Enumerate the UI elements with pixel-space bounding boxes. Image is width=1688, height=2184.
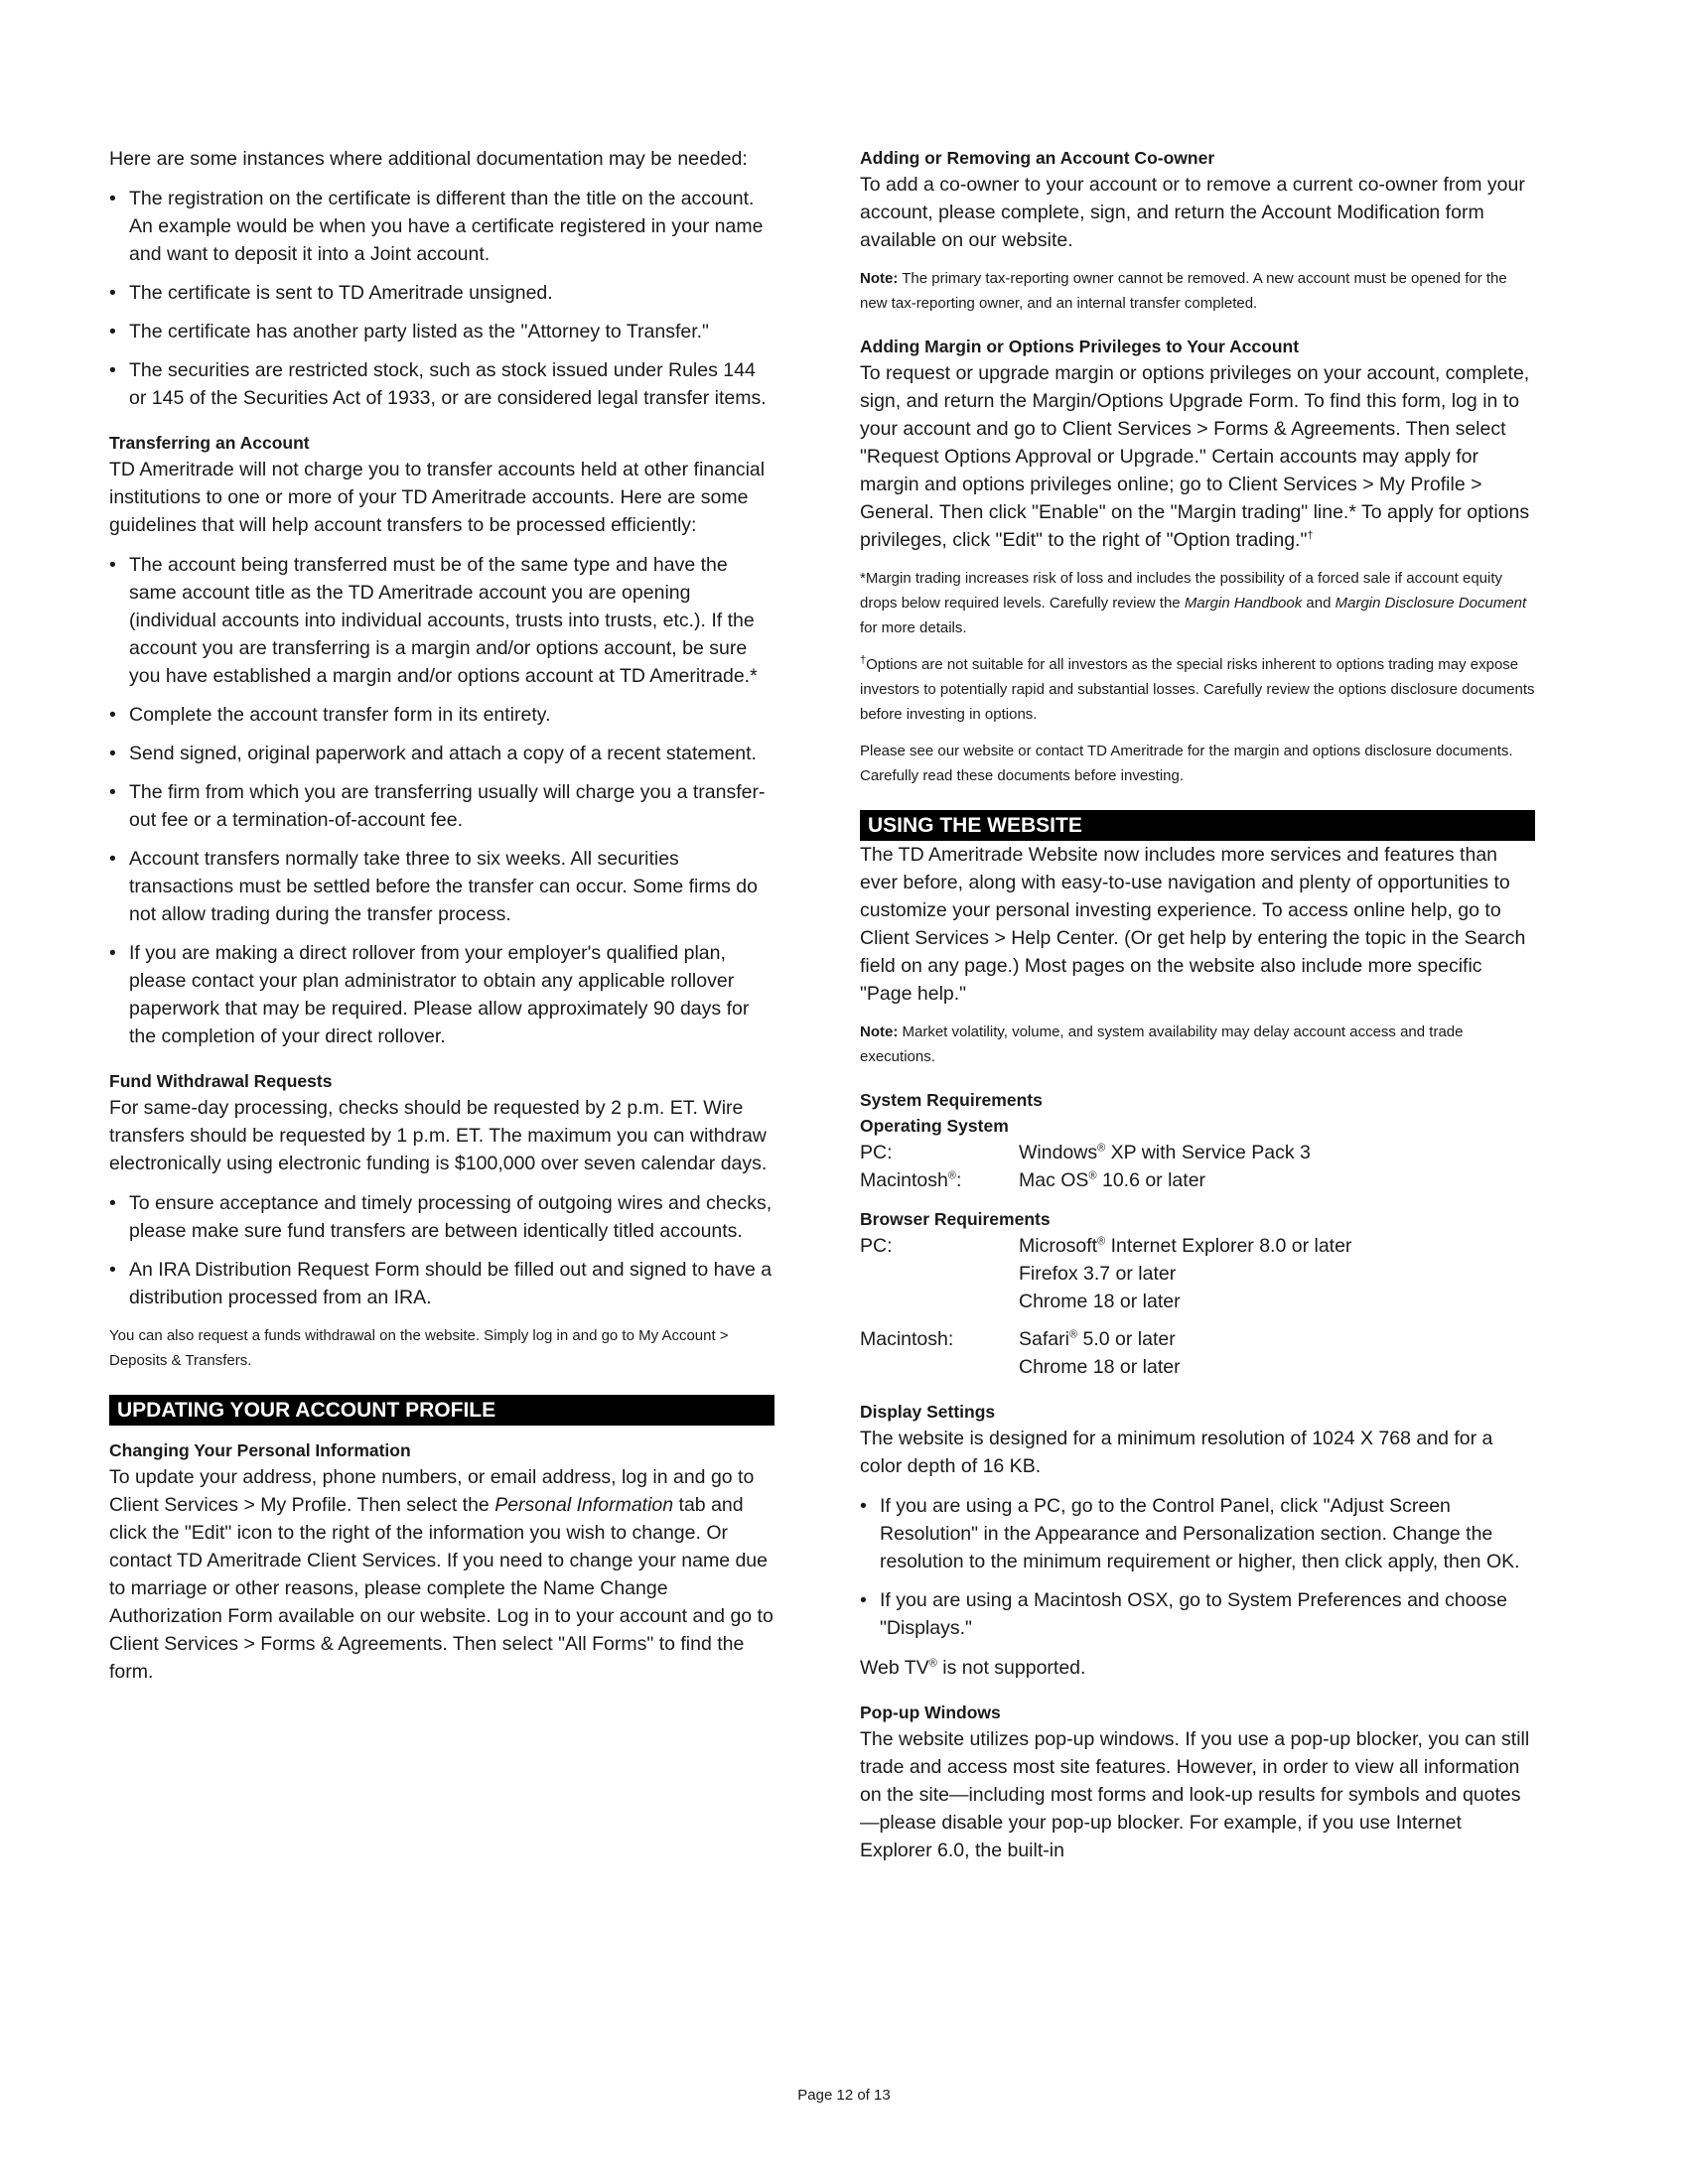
list-item: • If you are making a direct rollover from your employer's qualified plan, please contact your plan administrator to obtain any applicable rollover paperwork that may be required. Please allow approximately 90 days for the completion of your direct rollover. (109, 939, 774, 1050)
value-line (1019, 1235, 1351, 1257)
value-line: Firefox 3.7 or later (1019, 1263, 1177, 1285)
value-part: Internet Explorer 8.0 or later (1110, 1235, 1352, 1257)
website-note (860, 1020, 1535, 1069)
list-item: • Account transfers normally take three to six weeks. All securities transactions must be settled before the transfer can occur. Some firms do not allow trading during the transfer process. (109, 845, 774, 928)
list-item: • The securities are restricted stock, such as stock issued under Rules 144 or 145 of the Securities Act of 1933, or are considered legal transfer items. (109, 356, 774, 412)
webtv-part: is not supported. (942, 1657, 1086, 1679)
section-heading-system-requirements: System Requirements (860, 1090, 1043, 1110)
list-item: • If you are using a PC, go to the Control Panel, click "Adjust Screen Resolution" in the Appearance and Personalization section. Change the resolution to the minimum requirement or higher, then click apply, then OK. (860, 1492, 1535, 1575)
value-line: Chrome 18 or later (1019, 1291, 1181, 1312)
popup-body: The website utilizes pop-up windows. If you use a pop-up blocker, you can still trade and access most site features. However, in order to view all information on the site—including most forms and look-up results for symbols and quotes—please disable your pop-up blocker. For example, if you use Internet Explorer 6.0, the built-in (860, 1728, 1530, 1861)
subheading-browser-requirements: Browser Requirements (860, 1209, 1051, 1229)
note-text: The primary tax-reporting owner cannot be removed. A new account must be opened for the new tax-reporting owner, and an internal transfer completed. (860, 270, 1507, 312)
webtv-note (860, 1654, 1535, 1682)
note-label: Note: (860, 1024, 899, 1040)
value-part: Microsoft (1019, 1235, 1098, 1257)
webtv-part: Web TV (860, 1657, 929, 1679)
section-heading-margin: Adding Margin or Options Privileges to Your Account (860, 337, 1300, 356)
section-banner-profile: UPDATING YOUR ACCOUNT PROFILE (109, 1395, 774, 1426)
dagger-mark: † (1307, 529, 1314, 542)
margin-body-text: To request or upgrade margin or options privileges on your account, complete, sign, and return the Margin/Options Upgrade Form. To find this form, log in to your account and go to Client Services > Forms & Agreements. Then select "Request Options Approval or Upgrade." Certain accounts may apply for margin and options privileges online; go to Client Services > My Profile > General. Then click "Enable" on the "Margin trading" line.* To apply for options privileges, click "Edit" to the right of "Option trading." (860, 362, 1530, 551)
footnote-doc-title: Margin Handbook (1184, 595, 1303, 612)
value-part: XP with Service Pack 3 (1110, 1142, 1311, 1163)
row-value (1019, 1166, 1205, 1194)
note-label: Note: (860, 270, 899, 287)
footnote-text: and (1306, 595, 1332, 612)
list-item: • If you are using a Macintosh OSX, go to System Preferences and choose "Displays." (860, 1586, 1535, 1642)
personal-body-part: To update your address, phone numbers, or email address, log in and go to Client Services > My Profile. Then select the (109, 1466, 755, 1516)
section-heading-coowner: Adding or Removing an Account Co-owner (860, 148, 1215, 168)
right-column (860, 145, 1535, 1864)
intro-bullet-list (109, 185, 774, 412)
footnote-text: *Margin trading increases risk of loss and includes the possibility of a forced sale if account equity drops below required levels. Carefully review the (860, 570, 1502, 612)
label-part: : (955, 1169, 962, 1191)
list-item: • The firm from which you are transferring usually will charge you a transfer-out fee or a termination-of-account fee. (109, 778, 774, 834)
value-part: Mac OS (1019, 1169, 1089, 1191)
label-part: Macintosh (860, 1169, 948, 1191)
list-item: • The certificate is sent to TD Ameritrade unsigned. (109, 279, 774, 307)
section-heading-display: Display Settings (860, 1402, 996, 1422)
registered-mark: ® (928, 1657, 937, 1670)
options-footnote (860, 652, 1535, 727)
note-text: Market volatility, volume, and system availability may delay account access and trade executions. (860, 1024, 1464, 1065)
row-value (1019, 1325, 1181, 1381)
value-part: Safari (1019, 1328, 1069, 1350)
withdrawal-bullet-list (109, 1189, 774, 1311)
list-item: • The certificate has another party listed as the "Attorney to Transfer." (109, 318, 774, 345)
section-heading-personal: Changing Your Personal Information (109, 1440, 411, 1460)
row-value (1019, 1232, 1351, 1315)
coowner-body: To add a co-owner to your account or to remove a current co-owner from your account, please complete, sign, and return the Account Modification form available on our website. (860, 174, 1525, 251)
intro-text: Here are some instances where additional documentation may be needed: (109, 148, 748, 170)
dagger-mark: † (860, 654, 867, 666)
left-column (109, 145, 774, 1686)
registered-mark: ® (947, 1169, 956, 1182)
coowner-note (860, 266, 1535, 316)
list-item: • An IRA Distribution Request Form should be filled out and signed to have a distribution processed from an IRA. (109, 1256, 774, 1311)
value-part: Windows (1019, 1142, 1098, 1163)
margin-footnote (860, 566, 1535, 640)
value-part: 10.6 or later (1101, 1169, 1206, 1191)
page-number: Page 12 of 13 (797, 2087, 891, 2104)
browser-row-pc (860, 1232, 1535, 1315)
withdrawal-note: You can also request a funds withdrawal on the website. Simply log in and go to My Account > Deposits & Transfers. (109, 1327, 729, 1369)
section-heading-popup: Pop-up Windows (860, 1703, 1001, 1722)
display-bullet-list (860, 1492, 1535, 1642)
browser-row-mac (860, 1325, 1535, 1381)
footnote-text: Options are not suitable for all investors as the special risks inherent to options trading may expose investors to potentially rapid and substantial losses. Carefully review the options disclosure documents before investing in options. (860, 656, 1535, 723)
row-value (1019, 1139, 1311, 1166)
disclosure-footnote: Please see our website or contact TD Ameritrade for the margin and options disclosure documents. Carefully read these documents before investing. (860, 743, 1513, 784)
transferring-bullet-list (109, 551, 774, 1050)
os-row-pc (860, 1139, 1535, 1166)
list-item: • The registration on the certificate is different than the title on the account. An example would be when you have a certificate registered in your name and want to deposit it into a Joint account. (109, 185, 774, 268)
section-banner-website: USING THE WEBSITE (860, 810, 1535, 841)
value-line: Chrome 18 or later (1019, 1356, 1181, 1378)
registered-mark: ® (1068, 1328, 1078, 1341)
row-label: Macintosh: (860, 1328, 954, 1350)
footnote-text: for more details. (860, 619, 967, 636)
value-line (1019, 1328, 1176, 1350)
footnote-doc-title: Margin Disclosure Document (1335, 595, 1527, 612)
os-row-mac (860, 1166, 1535, 1194)
registered-mark: ® (1097, 1235, 1106, 1248)
personal-info-tab-name: Personal Information (494, 1494, 674, 1516)
list-item: • To ensure acceptance and timely processing of outgoing wires and checks, please make sure fund transfers are between identically titled accounts. (109, 1189, 774, 1245)
display-body: The website is designed for a minimum resolution of 1024 X 768 and for a color depth of 16 KB. (860, 1428, 1493, 1477)
registered-mark: ® (1088, 1169, 1097, 1182)
registered-mark: ® (1097, 1142, 1106, 1155)
personal-body-part: tab and click the "Edit" icon to the right of the information you wish to change. Or contact TD Ameritrade Client Services. If you need to change your name due to marriage or other reasons, please complete the Name Change Authorization Form available on our website. Log in to your account and go to Client Services > Forms & Agreements. Then select "All Forms" to find the form. (109, 1494, 774, 1683)
withdrawal-body: For same-day processing, checks should be requested by 2 p.m. ET. Wire transfers should be requested by 1 p.m. ET. The maximum you can withdraw electronically using electronic funding is $100,000 over seven calendar days. (109, 1097, 768, 1174)
list-item: • The account being transferred must be of the same type and have the same account title as the TD Ameritrade account you are opening (individual accounts into individual accounts, trusts into trusts, etc.). If the account you are transferring is a margin and/or options account, be sure you have established a margin and/or options account at TD Ameritrade.* (109, 551, 774, 690)
row-label (860, 1166, 1019, 1194)
row-label: PC: (860, 1142, 893, 1163)
personal-body (109, 1463, 774, 1686)
website-body: The TD Ameritrade Website now includes more services and features than ever before, along with easy-to-use navigation and plenty of opportunities to customize your personal investing experience. To access online help, go to Client Services > Help Center. (Or get help by entering the topic in the Search field on any page.) Most pages on the website also include more specific "Page help." (860, 844, 1526, 1005)
subheading-operating-system: Operating System (860, 1116, 1009, 1136)
list-item: • Complete the account transfer form in its entirety. (109, 701, 774, 729)
margin-body (860, 359, 1535, 554)
section-heading-withdrawal: Fund Withdrawal Requests (109, 1071, 333, 1091)
section-heading-transferring: Transferring an Account (109, 433, 310, 453)
value-part: 5.0 or later (1082, 1328, 1176, 1350)
row-label: PC: (860, 1235, 893, 1257)
list-item: • Send signed, original paperwork and attach a copy of a recent statement. (109, 740, 774, 767)
transferring-body: TD Ameritrade will not charge you to transfer accounts held at other financial institutions to one or more of your TD Ameritrade accounts. Here are some guidelines that will help account transfers to be processed efficiently: (109, 459, 766, 536)
